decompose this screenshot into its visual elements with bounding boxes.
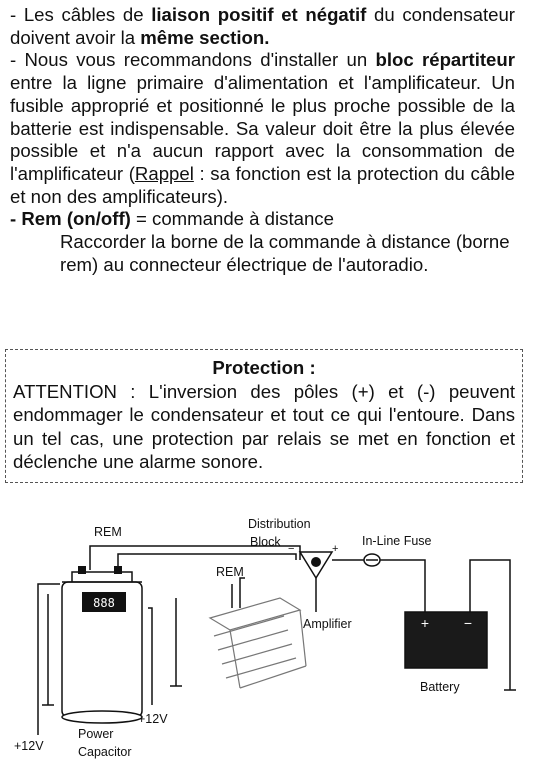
bold-span: liaison positif et négatif bbox=[151, 4, 367, 25]
plus12v-left-label: +12V bbox=[14, 739, 44, 753]
inline-fuse bbox=[364, 554, 380, 566]
instructions-block bbox=[10, 4, 515, 276]
power-capacitor-label-1: Power bbox=[78, 727, 114, 741]
cap-remote-wire bbox=[148, 608, 152, 705]
power-wire bbox=[118, 554, 296, 574]
plus12v-right-label: +12V bbox=[138, 712, 168, 726]
text-span: - Les câbles de bbox=[10, 4, 152, 25]
protection-box bbox=[5, 349, 523, 483]
cap-plus12v-wire bbox=[38, 584, 60, 735]
amplifier-label: Amplifier bbox=[303, 617, 352, 631]
paragraph-rem-body: Raccorder la borne de la commande à distance (borne rem) au connecteur électrique de l'autoradio. bbox=[60, 231, 510, 275]
text-span: entre la ligne primaire d'alimentation et l'amplificateur. Un fusible approprié et positionné le plus proche possible de la batterie est indispensable. Sa valeur doit être la plus élevée possible et n'a aucun rapport avec la consommation de l'amplificateur ( bbox=[10, 72, 515, 184]
text-span: - Nous vous recommandons d'installer un bbox=[10, 49, 376, 71]
wiring-diagram bbox=[0, 500, 547, 771]
protection-text: ATTENTION : L'inversion des pôles (+) et (-) peuvent endommager le condensateur et tout ce qui l'entoure. Dans un tel cas, une protection par relais se met en fonction et déclenche une alarme sonore. bbox=[13, 380, 515, 472]
paragraph-cable-section bbox=[10, 4, 515, 49]
text-span: : sa fonction est la protection du câble et non des amplificateurs). bbox=[10, 162, 515, 207]
distribution-block-label-1: Distribution bbox=[248, 517, 311, 531]
rem-amplifier-label: REM bbox=[216, 565, 244, 579]
distribution-block-label-2: Block bbox=[250, 535, 281, 549]
protection-title: Protection : bbox=[212, 357, 316, 378]
bold-span: - Rem (on/off) bbox=[10, 208, 131, 230]
battery-label: Battery bbox=[420, 680, 460, 694]
amplifier bbox=[210, 598, 306, 688]
block-minus-label: − bbox=[288, 543, 295, 555]
inline-fuse-label: In-Line Fuse bbox=[362, 534, 432, 548]
bold-span: bloc répartiteur bbox=[375, 49, 515, 71]
battery-minus-label: − bbox=[463, 615, 473, 631]
text-span: = commande à distance bbox=[130, 208, 334, 230]
capacitor-display: 888 bbox=[93, 596, 115, 610]
power-capacitor bbox=[62, 566, 142, 723]
paragraph-distribution-block bbox=[10, 49, 515, 208]
amp-rem-wire bbox=[240, 578, 245, 608]
bold-span: même section. bbox=[140, 26, 270, 48]
rem-capacitor-label: REM bbox=[94, 525, 122, 539]
battery bbox=[405, 612, 487, 668]
text-span: du condensateur doivent avoir la bbox=[10, 4, 515, 48]
battery-plus-label: + bbox=[420, 615, 430, 631]
distribution-block bbox=[300, 552, 332, 578]
power-capacitor-label-2: Capacitor bbox=[78, 745, 132, 759]
block-plus-label: + bbox=[332, 543, 339, 555]
fuse-to-battery-wire bbox=[378, 560, 425, 615]
underlined-span: Rappel bbox=[134, 162, 194, 184]
paragraph-rem-title bbox=[10, 208, 515, 231]
